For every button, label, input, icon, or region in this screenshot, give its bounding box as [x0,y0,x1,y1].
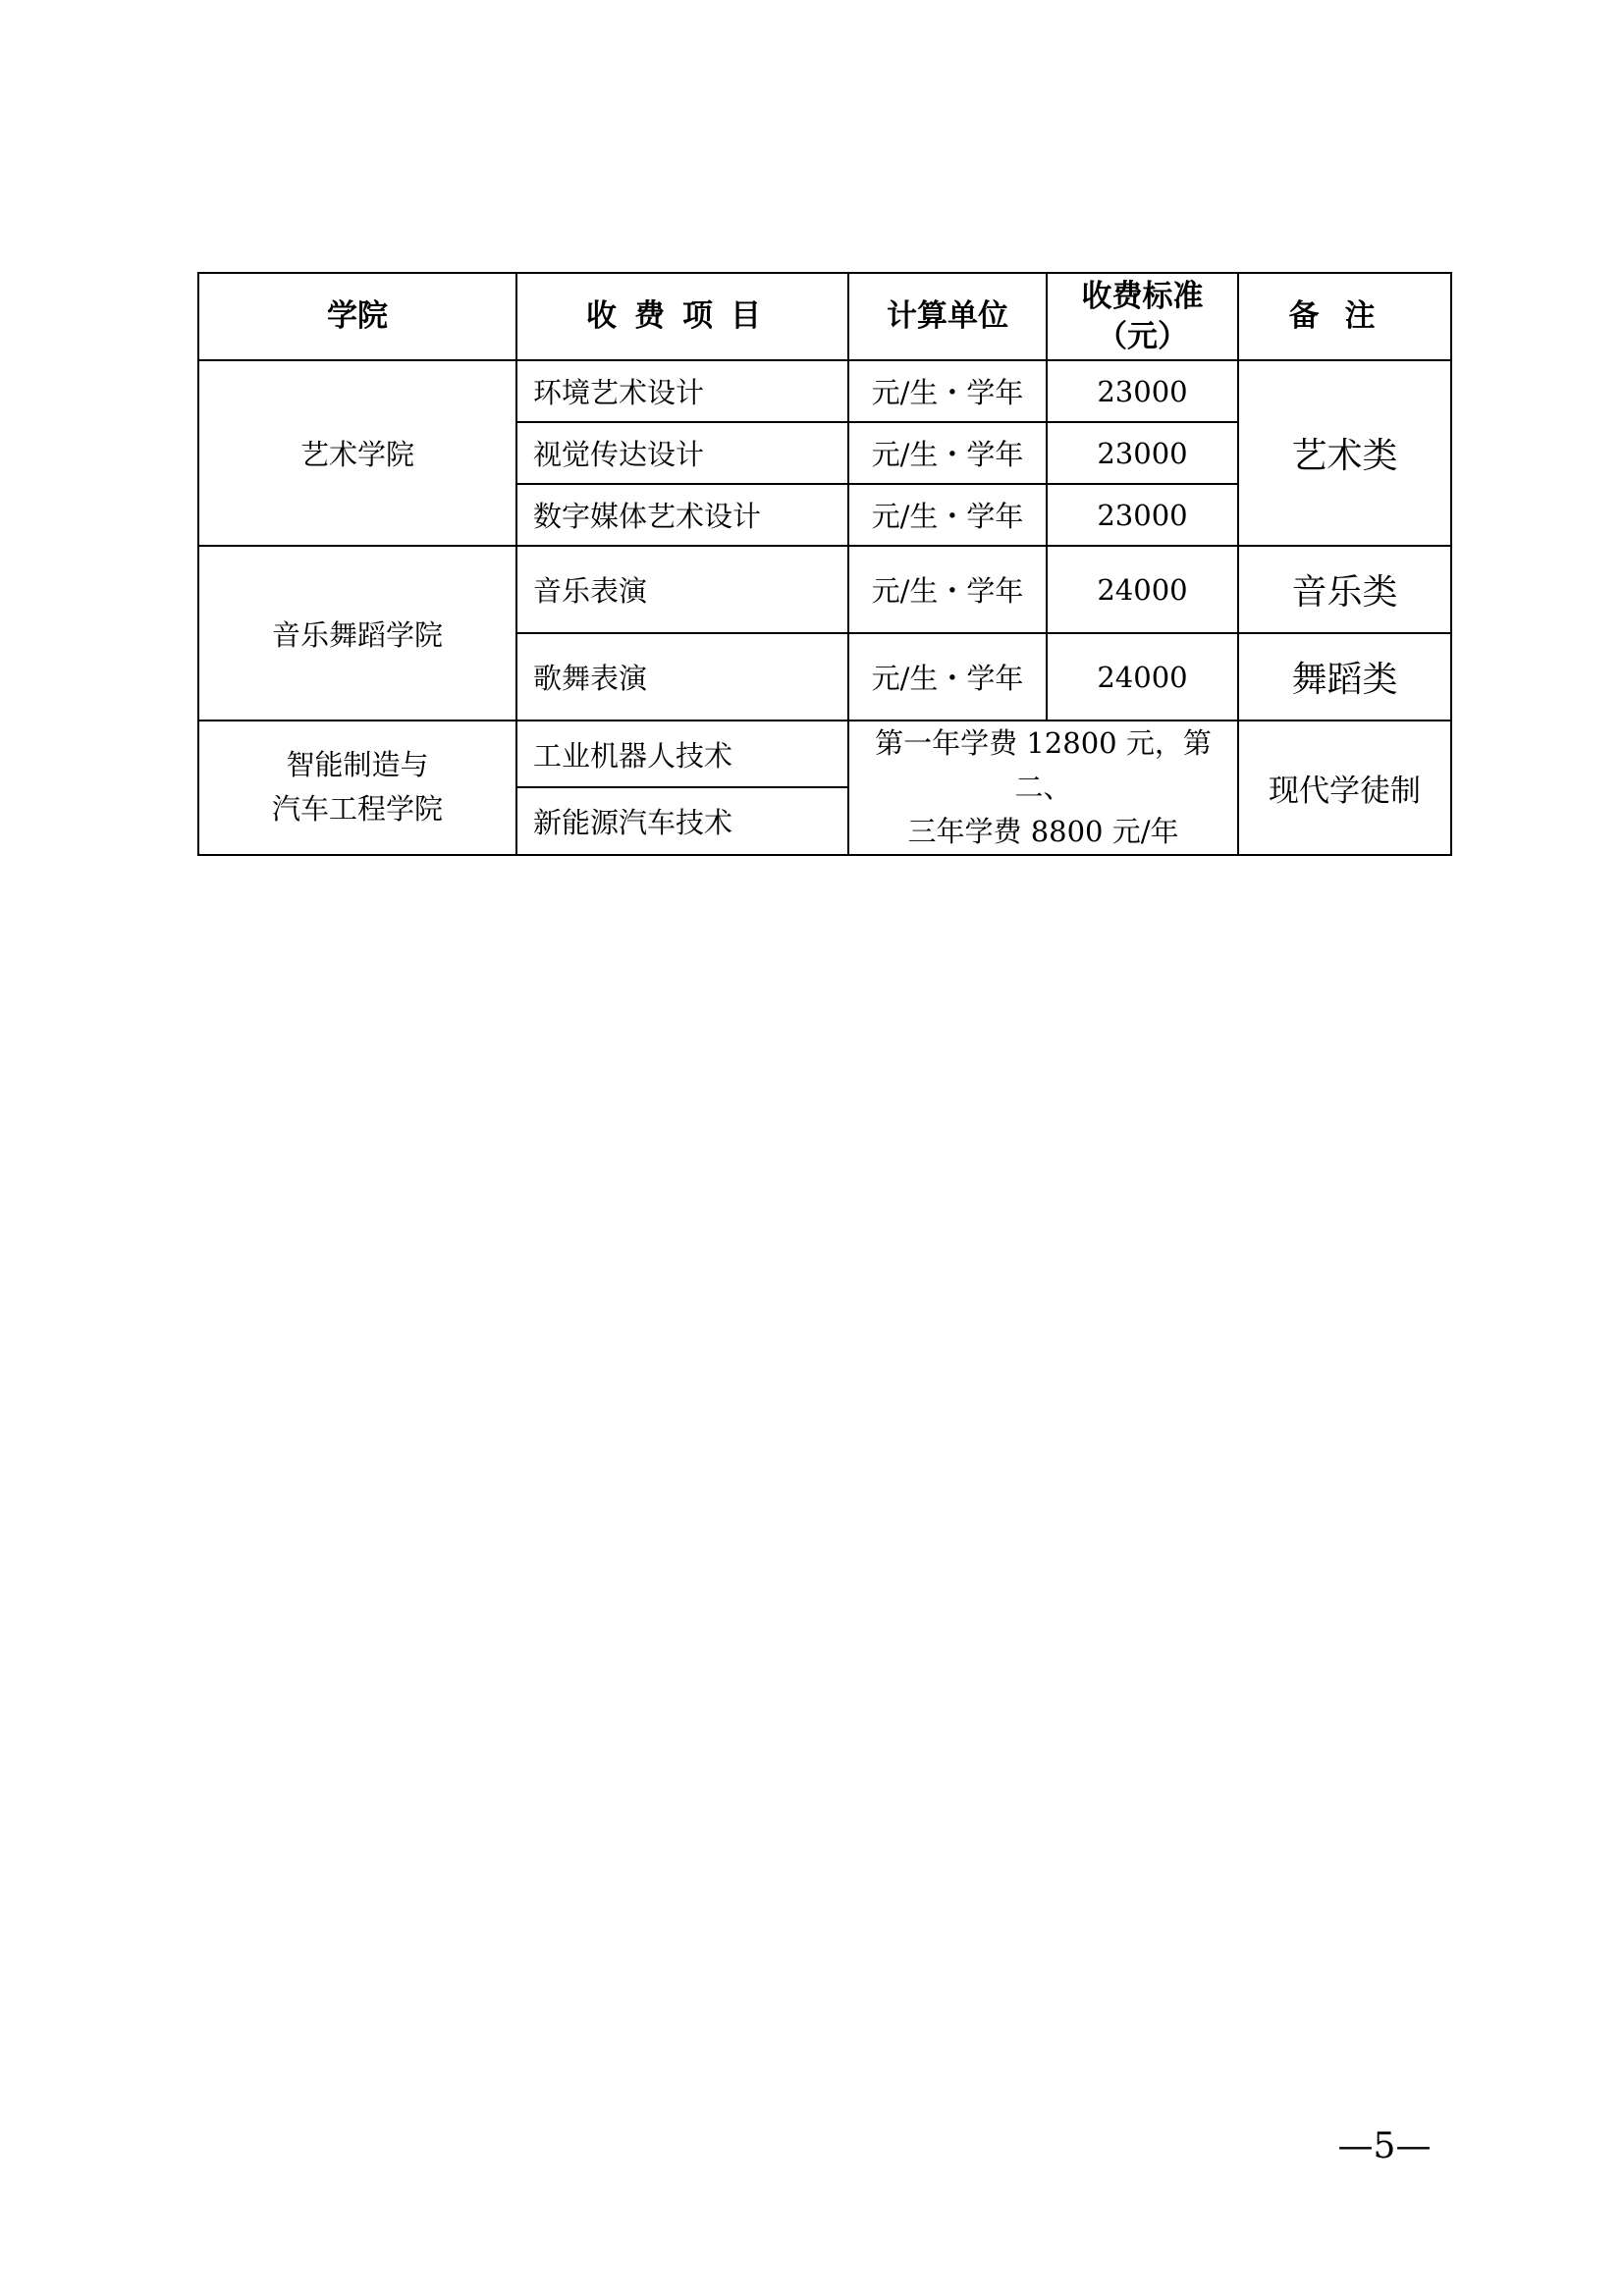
college-name: 音乐舞蹈学院 [198,546,516,721]
college-name: 艺术学院 [198,360,516,546]
program-name: 环境艺术设计 [516,360,848,422]
fee-cell [848,721,1238,855]
table-header-row [198,273,1451,360]
program-name: 视觉传达设计 [516,422,848,484]
program-name: 歌舞表演 [516,633,848,721]
program-name: 工业机器人技术 [516,721,848,787]
unit-cell: 元/生・学年 [848,360,1047,422]
college-name-line2: 汽车工程学院 [271,792,443,827]
header-college: 学院 [198,273,516,360]
header-fee-item: 收费项目 [516,273,848,360]
program-name: 新能源汽车技术 [516,787,848,854]
fee-cell: 23000 [1047,360,1238,422]
fee-cell: 24000 [1047,633,1238,721]
note-cell: 艺术类 [1238,360,1451,546]
header-standard [1047,273,1238,360]
unit-cell: 元/生・学年 [848,546,1047,633]
fee-cell: 24000 [1047,546,1238,633]
page-number: —5— [1337,2126,1432,2166]
fee-cell: 23000 [1047,484,1238,546]
note-cell: 音乐类 [1238,546,1451,633]
program-name: 音乐表演 [516,546,848,633]
college-name [198,721,516,855]
table-row [198,360,1451,422]
table-row [198,721,1451,787]
unit-cell: 元/生・学年 [848,633,1047,721]
table-row [198,546,1451,633]
program-name: 数字媒体艺术设计 [516,484,848,546]
header-standard-line2: （元） [1097,318,1188,354]
header-note: 备注 [1238,273,1451,360]
unit-cell: 元/生・学年 [848,422,1047,484]
header-standard-line1: 收费标准 [1081,279,1204,315]
college-name-line1: 智能制造与 [286,748,429,782]
header-unit: 计算单位 [848,273,1047,360]
fee-table [197,272,1452,856]
unit-cell: 元/生・学年 [848,484,1047,546]
fee-line2: 三年学费 8800 元/年 [907,814,1179,848]
fee-line1: 第一年学费 12800 元，第二、 [875,726,1212,804]
fee-cell: 23000 [1047,422,1238,484]
note-cell: 舞蹈类 [1238,633,1451,721]
note-cell: 现代学徒制 [1238,721,1451,855]
